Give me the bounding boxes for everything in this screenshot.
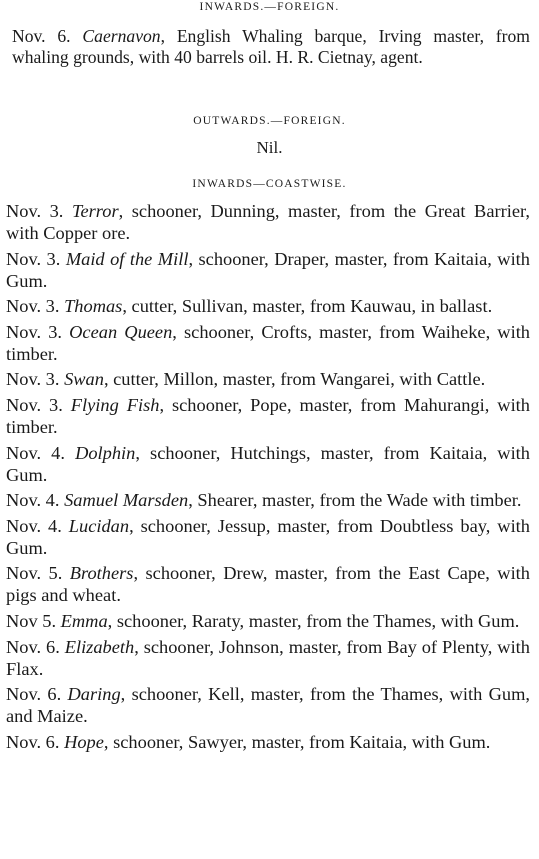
entry-date: Nov. 3. — [6, 201, 64, 221]
entry-flying-fish — [6, 394, 530, 438]
ship-name: Daring — [67, 684, 121, 705]
entry-date: Nov. 4. — [6, 490, 60, 511]
entry-details: , schooner, Dunning, master, from the Great Barrier, with Copper ore. — [6, 201, 530, 243]
entry-date: Nov. 6. — [6, 731, 60, 752]
ship-name: Elizabeth — [64, 636, 135, 657]
ship-name: Swan — [64, 369, 104, 390]
entry-details: , cutter, Millon, master, from Wangarei, with Cattle. — [103, 369, 486, 390]
entry-emma — [6, 610, 530, 632]
entry-details: , schooner, Pope, master, from Mahurangi, with timber. — [6, 394, 530, 437]
entry-date: Nov. 5. — [6, 563, 63, 584]
ship-name: Ocean Queen — [69, 321, 173, 342]
entry-date: Nov. 3. — [6, 394, 63, 415]
entry-details: , schooner, Crofts, master, from Waiheke, with timber. — [6, 321, 530, 364]
entry-date: Nov. 6. — [6, 684, 62, 705]
entry-date: Nov. 3. — [6, 321, 63, 342]
entry-hope — [6, 731, 530, 753]
ship-name: Flying Fish — [70, 394, 160, 415]
entry-date: Nov. 3. — [6, 296, 60, 317]
entry-swan — [6, 368, 530, 390]
entry-samuel-marsden — [6, 489, 530, 511]
entry-caernavon — [12, 26, 530, 68]
ship-name: Brothers — [69, 563, 134, 584]
entry-dolphin — [6, 442, 530, 486]
ship-name: Samuel Marsden — [64, 490, 189, 511]
ship-name: Maid of the Mill — [65, 248, 189, 269]
entry-thomas — [6, 295, 530, 317]
nil-text: Nil. — [256, 138, 283, 157]
heading-inwards-coastwise: INWARDS—COASTWISE. — [192, 178, 347, 190]
entry-date: Nov. 6. — [6, 636, 60, 657]
ship-name: Hope — [64, 731, 104, 752]
entry-details: , English Whaling barque, Irving master, from whaling grounds, with 40 barrels oil. H. R. Cietnay, agent. — [12, 26, 530, 67]
entry-details: , schooner, Hutchings, master, from Kaitaia, with Gum. — [6, 442, 530, 485]
entry-details: , cutter, Sullivan, master, from Kauwau, in ballast. — [122, 296, 493, 317]
entry-lucidan — [6, 515, 530, 559]
entry-ocean-queen — [6, 321, 530, 365]
entry-date: Nov. 3. — [6, 248, 61, 269]
entry-date: Nov. 6. — [12, 26, 71, 46]
heading-outwards-foreign: OUTWARDS.—FOREIGN. — [193, 115, 346, 127]
entry-details: , schooner, Sawyer, master, from Kaitaia, with Gum. — [103, 731, 491, 752]
entry-date: Nov. 4. — [6, 442, 65, 463]
entry-date: Nov. 3. — [6, 369, 60, 390]
entry-elizabeth — [6, 636, 530, 680]
entry-brothers — [6, 562, 530, 606]
ship-name: Caernavon — [82, 26, 161, 46]
entry-details: , Shearer, master, from the Wade with timber. — [188, 490, 522, 511]
entry-terror — [6, 200, 530, 244]
entry-maid-of-the-mill — [6, 248, 530, 292]
entry-date: Nov. 4. — [6, 515, 62, 536]
entry-details: , schooner, Johnson, master, from Bay of Plenty, with Flax. — [6, 636, 530, 679]
ship-name: Terror — [71, 201, 119, 221]
entry-details: , schooner, Kell, master, from the Thames, with Gum, and Maize. — [6, 684, 531, 727]
entry-details: , schooner, Drew, master, from the East Cape, with pigs and wheat. — [6, 563, 530, 606]
ship-name: Dolphin — [75, 442, 136, 463]
entry-details: , schooner, Raraty, master, from the Thames, with Gum. — [107, 610, 520, 631]
entry-details: , schooner, Jessup, master, from Doubtless bay, with Gum. — [6, 515, 530, 558]
ship-name: Lucidan — [68, 515, 130, 536]
ship-name: Emma — [60, 610, 108, 631]
entry-daring — [6, 683, 530, 727]
coastwise-entry-list — [6, 200, 530, 756]
entry-date: Nov 5. — [6, 610, 57, 631]
ship-name: Thomas — [64, 296, 123, 317]
heading-inwards-foreign: INWARDS.—FOREIGN. — [199, 1, 340, 13]
entry-details: , schooner, Draper, master, from Kaitaia, with Gum. — [6, 248, 530, 291]
